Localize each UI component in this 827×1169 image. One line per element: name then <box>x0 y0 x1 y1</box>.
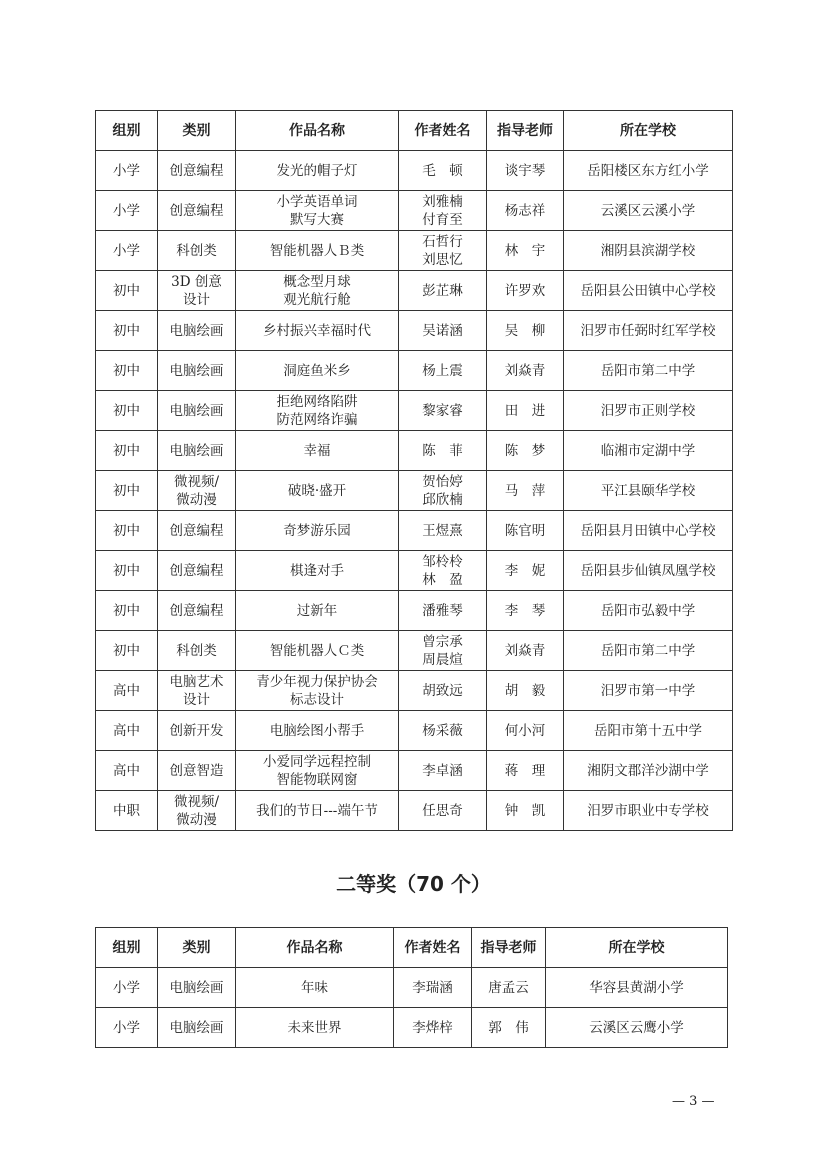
cell-school: 华容县黄湖小学 <box>546 968 728 1008</box>
cell-category: 创意编程 <box>158 551 236 591</box>
cell-category: 科创类 <box>158 231 236 271</box>
cell-author: 杨上震 <box>399 351 487 391</box>
cell-school: 湘阴县滨湖学校 <box>564 231 733 271</box>
cell-advisor: 李 妮 <box>487 551 564 591</box>
table-header-row <box>96 928 728 968</box>
cell-category: 创新开发 <box>158 711 236 751</box>
cell-group: 初中 <box>96 431 158 471</box>
cell-group: 初中 <box>96 591 158 631</box>
cell-group: 中职 <box>96 791 158 831</box>
cell-work-title: 概念型月球 观光航行舱 <box>236 271 399 311</box>
cell-author: 贺怡婷 邱欣楠 <box>399 471 487 511</box>
cell-work-title: 过新年 <box>236 591 399 631</box>
second-prize-table <box>95 927 728 1048</box>
cell-category: 微视频/ 微动漫 <box>158 791 236 831</box>
table-row <box>96 431 733 471</box>
cell-school: 云溪区云鹰小学 <box>546 1008 728 1048</box>
cell-group: 小学 <box>96 191 158 231</box>
cell-advisor: 陈 梦 <box>487 431 564 471</box>
cell-work-title: 小爱同学远程控制 智能物联网窗 <box>236 751 399 791</box>
cell-work-title: 洞庭鱼米乡 <box>236 351 399 391</box>
cell-author: 李卓涵 <box>399 751 487 791</box>
cell-author: 陈 菲 <box>399 431 487 471</box>
cell-advisor: 陈官明 <box>487 511 564 551</box>
cell-author: 李瑞涵 <box>394 968 472 1008</box>
cell-advisor: 许罗欢 <box>487 271 564 311</box>
header-author: 作者姓名 <box>394 928 472 968</box>
table-row <box>96 511 733 551</box>
cell-work-title: 乡村振兴幸福时代 <box>236 311 399 351</box>
cell-category: 电脑绘画 <box>158 968 236 1008</box>
cell-school: 汨罗市正则学校 <box>564 391 733 431</box>
cell-category: 电脑绘画 <box>158 311 236 351</box>
cell-advisor: 林 宇 <box>487 231 564 271</box>
cell-author: 黎家睿 <box>399 391 487 431</box>
cell-category: 电脑绘画 <box>158 351 236 391</box>
cell-category: 微视频/ 微动漫 <box>158 471 236 511</box>
cell-advisor: 郭 伟 <box>472 1008 546 1048</box>
header-work-title: 作品名称 <box>236 111 399 151</box>
cell-work-title: 拒绝网络陷阱 防范网络诈骗 <box>236 391 399 431</box>
table-row <box>96 591 733 631</box>
cell-group: 初中 <box>96 551 158 591</box>
table-row <box>96 151 733 191</box>
cell-work-title: 奇梦游乐园 <box>236 511 399 551</box>
cell-advisor: 吴 柳 <box>487 311 564 351</box>
cell-school: 岳阳县月田镇中心学校 <box>564 511 733 551</box>
table-row <box>96 191 733 231</box>
cell-author: 刘雅楠 付育至 <box>399 191 487 231</box>
first-prize-table <box>95 110 733 831</box>
cell-work-title: 青少年视力保护协会 标志设计 <box>236 671 399 711</box>
table-row <box>96 751 733 791</box>
cell-school: 汨罗市职业中专学校 <box>564 791 733 831</box>
header-author: 作者姓名 <box>399 111 487 151</box>
cell-advisor: 李 琴 <box>487 591 564 631</box>
cell-group: 初中 <box>96 311 158 351</box>
cell-group: 初中 <box>96 511 158 551</box>
cell-group: 初中 <box>96 391 158 431</box>
cell-school: 临湘市定湖中学 <box>564 431 733 471</box>
cell-work-title: 年味 <box>236 968 394 1008</box>
cell-author: 潘雅琴 <box>399 591 487 631</box>
cell-group: 高中 <box>96 671 158 711</box>
cell-work-title: 智能机器人Ｃ类 <box>236 631 399 671</box>
cell-group: 高中 <box>96 751 158 791</box>
cell-advisor: 蒋 理 <box>487 751 564 791</box>
cell-author: 邹柃柃 林 盈 <box>399 551 487 591</box>
cell-author: 胡致远 <box>399 671 487 711</box>
cell-advisor: 胡 毅 <box>487 671 564 711</box>
cell-school: 云溪区云溪小学 <box>564 191 733 231</box>
cell-school: 岳阳市弘毅中学 <box>564 591 733 631</box>
cell-author: 曾宗承 周晨煊 <box>399 631 487 671</box>
cell-school: 岳阳市第二中学 <box>564 351 733 391</box>
cell-school: 汨罗市第一中学 <box>564 671 733 711</box>
cell-advisor: 钟 凯 <box>487 791 564 831</box>
cell-work-title: 我们的节日---端午节 <box>236 791 399 831</box>
header-category: 类别 <box>158 928 236 968</box>
table-row <box>96 671 733 711</box>
cell-category: 科创类 <box>158 631 236 671</box>
cell-group: 初中 <box>96 271 158 311</box>
cell-advisor: 杨志祥 <box>487 191 564 231</box>
cell-work-title: 幸福 <box>236 431 399 471</box>
header-group: 组别 <box>96 111 158 151</box>
header-category: 类别 <box>158 111 236 151</box>
cell-school: 岳阳县步仙镇凤凰学校 <box>564 551 733 591</box>
cell-advisor: 马 萍 <box>487 471 564 511</box>
header-school: 所在学校 <box>564 111 733 151</box>
table-row <box>96 271 733 311</box>
cell-author: 吴诺涵 <box>399 311 487 351</box>
table-row <box>96 711 733 751</box>
cell-category: 创意编程 <box>158 591 236 631</box>
table-row <box>96 631 733 671</box>
cell-school: 岳阳县公田镇中心学校 <box>564 271 733 311</box>
cell-author: 石哲行 刘思忆 <box>399 231 487 271</box>
cell-group: 小学 <box>96 1008 158 1048</box>
cell-category: 电脑绘画 <box>158 1008 236 1048</box>
cell-advisor: 刘焱青 <box>487 351 564 391</box>
table-row <box>96 1008 728 1048</box>
table-row <box>96 551 733 591</box>
cell-work-title: 电脑绘图小帮手 <box>236 711 399 751</box>
cell-category: 创意编程 <box>158 151 236 191</box>
cell-group: 初中 <box>96 631 158 671</box>
cell-advisor: 田 进 <box>487 391 564 431</box>
cell-group: 高中 <box>96 711 158 751</box>
cell-author: 李烨梓 <box>394 1008 472 1048</box>
cell-advisor: 刘焱青 <box>487 631 564 671</box>
cell-work-title: 棋逢对手 <box>236 551 399 591</box>
cell-category: 3D 创意 设计 <box>158 271 236 311</box>
cell-school: 岳阳楼区东方红小学 <box>564 151 733 191</box>
cell-school: 汨罗市任弼时红军学校 <box>564 311 733 351</box>
cell-school: 平江县颐华学校 <box>564 471 733 511</box>
cell-category: 电脑艺术 设计 <box>158 671 236 711</box>
table-row <box>96 791 733 831</box>
cell-group: 小学 <box>96 231 158 271</box>
cell-author: 毛 顿 <box>399 151 487 191</box>
cell-school: 岳阳市第十五中学 <box>564 711 733 751</box>
cell-author: 任思奇 <box>399 791 487 831</box>
cell-work-title: 未来世界 <box>236 1008 394 1048</box>
cell-group: 小学 <box>96 151 158 191</box>
cell-group: 初中 <box>96 471 158 511</box>
table-row <box>96 231 733 271</box>
header-work-title: 作品名称 <box>236 928 394 968</box>
table-row <box>96 311 733 351</box>
cell-work-title: 破晓·盛开 <box>236 471 399 511</box>
cell-category: 电脑绘画 <box>158 431 236 471</box>
cell-author: 彭芷琳 <box>399 271 487 311</box>
cell-category: 创意编程 <box>158 191 236 231</box>
section-title-second-prize: 二等奖（70 个） <box>336 872 491 896</box>
cell-author: 杨采薇 <box>399 711 487 751</box>
cell-category: 创意智造 <box>158 751 236 791</box>
cell-group: 小学 <box>96 968 158 1008</box>
table-row <box>96 391 733 431</box>
page-number: — 3 — <box>672 1094 715 1109</box>
cell-work-title: 小学英语单词 默写大赛 <box>236 191 399 231</box>
cell-school: 湘阴文郡洋沙湖中学 <box>564 751 733 791</box>
cell-advisor: 何小河 <box>487 711 564 751</box>
header-school: 所在学校 <box>546 928 728 968</box>
cell-category: 创意编程 <box>158 511 236 551</box>
header-advisor: 指导老师 <box>487 111 564 151</box>
cell-work-title: 智能机器人Ｂ类 <box>236 231 399 271</box>
header-advisor: 指导老师 <box>472 928 546 968</box>
table-row <box>96 968 728 1008</box>
cell-school: 岳阳市第二中学 <box>564 631 733 671</box>
table-row <box>96 471 733 511</box>
second-prize-table-body <box>96 968 728 1048</box>
cell-advisor: 唐孟云 <box>472 968 546 1008</box>
cell-author: 王煜熹 <box>399 511 487 551</box>
header-group: 组别 <box>96 928 158 968</box>
cell-advisor: 谈宇琴 <box>487 151 564 191</box>
cell-work-title: 发光的帽子灯 <box>236 151 399 191</box>
cell-category: 电脑绘画 <box>158 391 236 431</box>
table-header-row <box>96 111 733 151</box>
cell-group: 初中 <box>96 351 158 391</box>
table-row <box>96 351 733 391</box>
first-prize-table-body <box>96 151 733 831</box>
